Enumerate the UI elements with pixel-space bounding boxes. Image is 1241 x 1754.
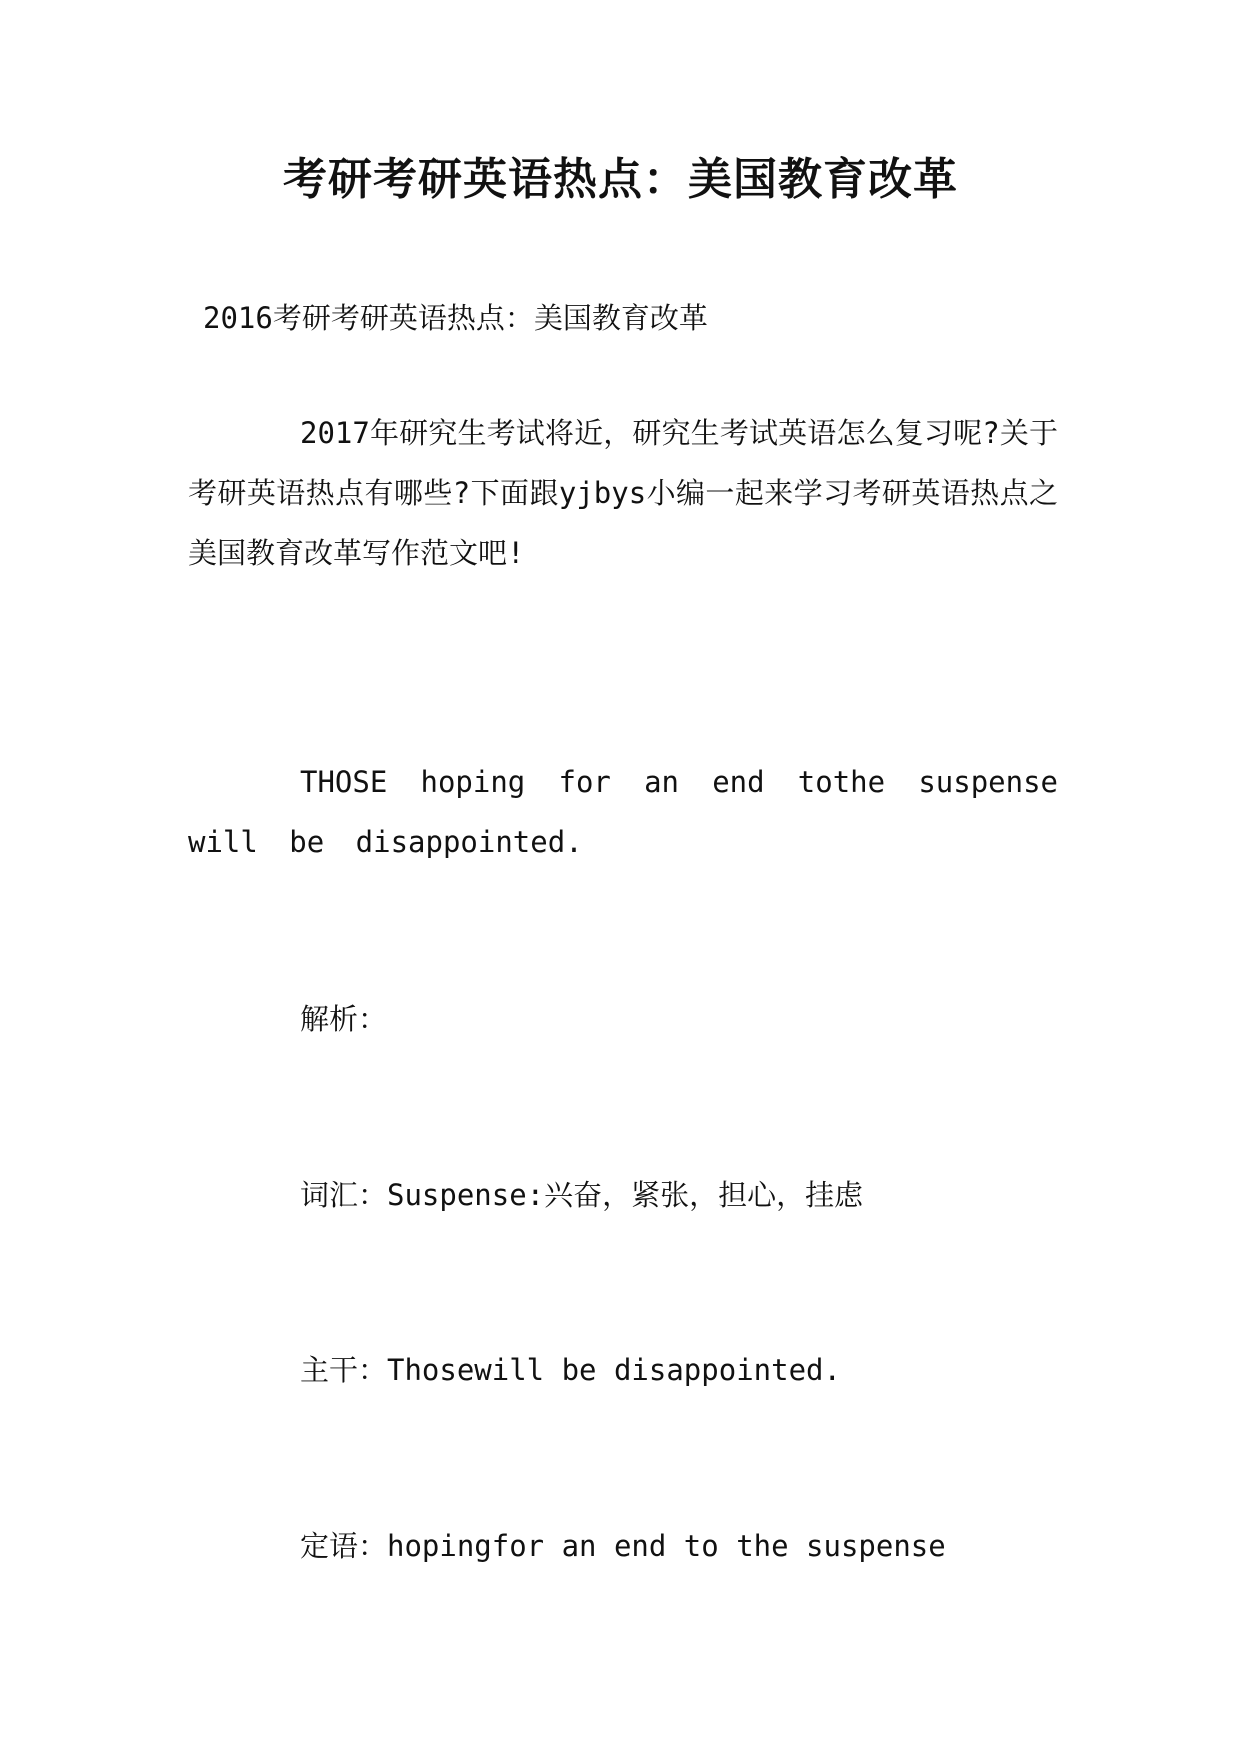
document-subtitle: 2016考研考研英语热点：美国教育改革: [203, 301, 708, 335]
attributive-line: 定语：hopingfor an end to the suspense: [300, 1529, 946, 1563]
analysis-label: 解析：: [300, 1002, 388, 1036]
document-title: 考研考研英语热点：美国教育改革: [283, 154, 958, 205]
intro-paragraph: 2017年研究生考试将近，研究生考试英语怎么复习呢?关于考研英语热点有哪些?下面跟yjbys小编一起来学习考研英语热点之美国教育改革写作范文吧!: [188, 416, 1058, 570]
main-clause-line: 主干：Thosewill be disappointed.: [300, 1353, 841, 1387]
vocab-line: 词汇：Suspense:兴奋，紧张，担心，挂虑: [300, 1178, 864, 1212]
example-sentence: THOSE hoping for an end tothe suspense will be disappointed.: [188, 765, 1090, 859]
